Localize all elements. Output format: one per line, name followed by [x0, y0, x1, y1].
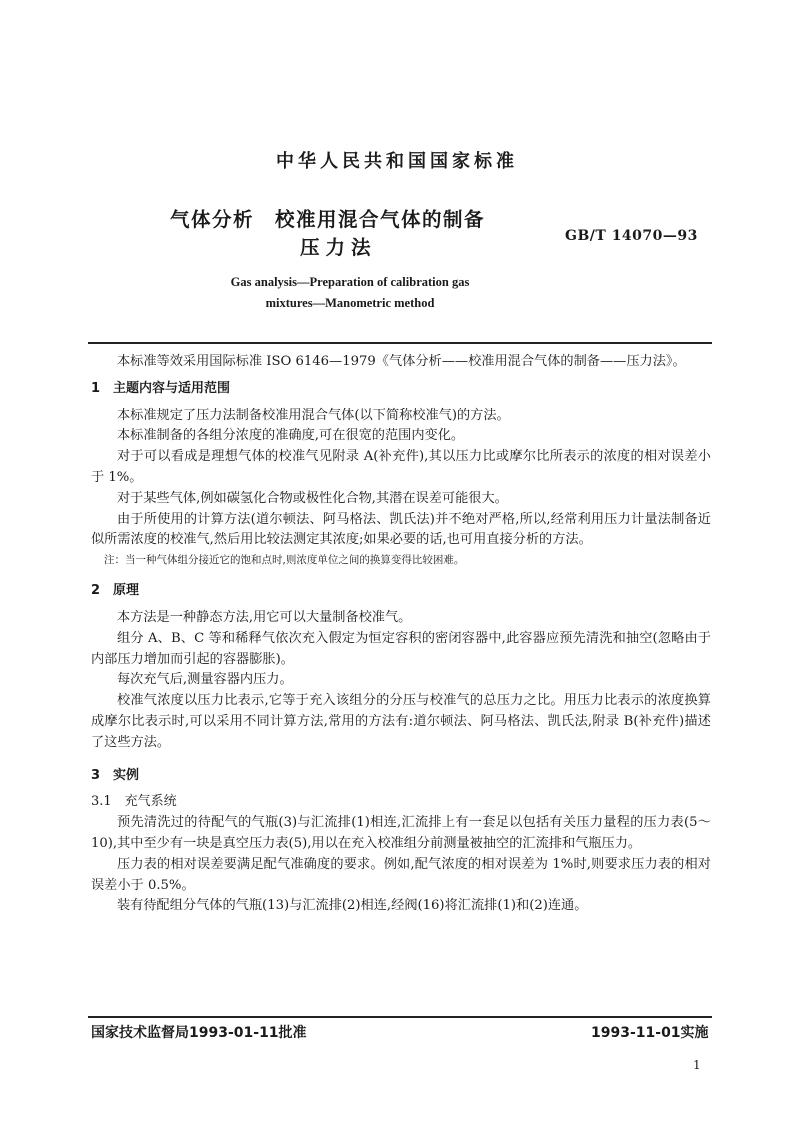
document-body — [91, 352, 711, 917]
section-3-para-1: 预先清洗过的待配气的气瓶(3)与汇流排(1)相连,汇流排上有一套足以包括有关压力量程的压力表(5～10),其中至少有一块是真空压力表(5),用以在充入校准组分前测量被抽空的汇流排和气瓶压力。 — [91, 815, 711, 851]
section-2-para-4: 校准气浓度以压力比表示,它等于充入该组分的分压与校准气的总压力之比。用压力比表示的浓度换算成摩尔比表示时,可以采用不同计算方法,常用的方法有:道尔顿法、阿马格法、凯氏法,附录 B(补充件)描述了这些方法。 — [91, 693, 711, 750]
section-3-para-2: 压力表的相对误差要满足配气准确度的要求。例如,配气浓度的相对误差为 1%时,则要求压力表的相对误差小于 0.5%。 — [91, 856, 711, 893]
approval-date: 国家技术监督局1993-01-11批准 — [91, 1025, 307, 1041]
section-1-para-1: 本标准规定了压力法制备校准用混合气体(以下简称校准气)的方法。 — [117, 407, 510, 423]
section-1-para-4: 对于某些气体,例如碳氢化合物或极性化合物,其潜在误差可能很大。 — [117, 490, 508, 506]
english-title-line-2: mixtures—Manometric method — [265, 296, 435, 310]
title-line-2: 压力法 — [300, 236, 377, 259]
section-2-heading: 2 原理 — [91, 583, 140, 599]
section-3-heading: 3 实例 — [91, 767, 140, 783]
section-2-para-1: 本方法是一种静态方法,用它可以大量制备校准气。 — [117, 609, 412, 625]
implementation-date: 1993-11-01实施 — [591, 1025, 709, 1041]
bottom-divider — [88, 1016, 712, 1018]
section-1-para-3: 对于可以看成是理想气体的校准气见附录 A(补充件),其以压力比或摩尔比所表示的浓度的相对误差小于 1%。 — [91, 449, 711, 485]
title-line-1: 气体分析 校准用混合气体的制备 — [170, 208, 486, 231]
top-divider — [88, 342, 712, 344]
page-number: 1 — [693, 1058, 701, 1072]
intro-paragraph: 本标准等效采用国际标准 ISO 6146—1979《气体分析——校准用混合气体的制备——压力法》。 — [117, 354, 686, 369]
section-3-para-3: 装有待配组分气体的气瓶(13)与汇流排(2)相连,经阀(16)将汇流排(1)和(2)连通。 — [117, 898, 588, 914]
section-1-heading: 1 主题内容与适用范围 — [91, 380, 231, 396]
section-1-para-2: 本标准制备的各组分浓度的准确度,可在很宽的范围内变化。 — [117, 428, 465, 444]
standard-code: GB/T 14070—93 — [565, 228, 698, 244]
section-2-para-2: 组分 A、B、C 等和稀释气依次充入假定为恒定容积的密闭容器中,此容器应预先清洗和抽空(忽略由于内部压力增加而引起的容器膨胀)。 — [91, 630, 711, 667]
country-heading: 中华人民共和国国家标准 — [276, 151, 518, 172]
section-2-para-3: 每次充气后,测量容器内压力。 — [117, 672, 293, 688]
english-title-line-1: Gas analysis—Preparation of calibration gas — [230, 275, 470, 289]
section-1-note: 注：当一种气体组分接近它的饱和点时,则浓度单位之间的换算变得比较困难。 — [104, 554, 465, 567]
section-1-para-5: 由于所使用的计算方法(道尔顿法、阿马格法、凯氏法)并不绝对严格,所以,经常利用压力计量法制备近似所需浓度的校准气,然后用比较法测定其浓度;如果必要的话,也可用直接分析的方法。 — [91, 511, 711, 548]
section-3-1-heading: 3.1 充气系统 — [91, 794, 177, 810]
